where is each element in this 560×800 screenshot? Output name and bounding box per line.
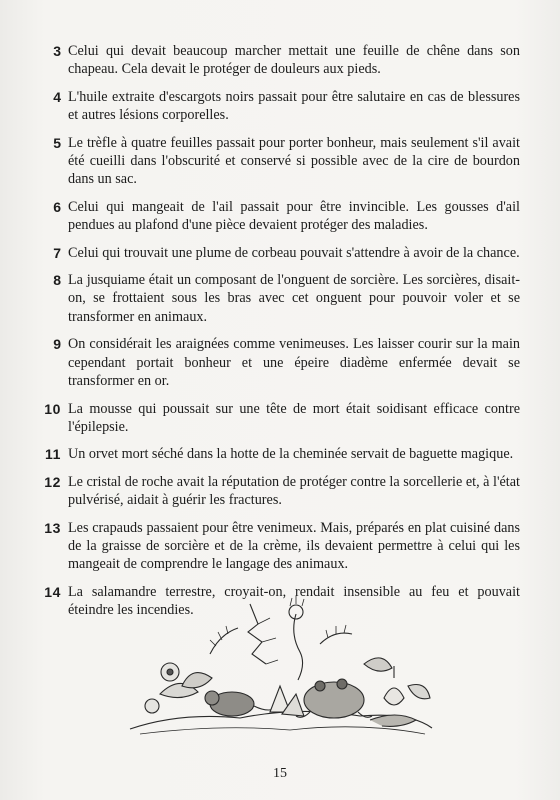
entry-number: 4 bbox=[53, 88, 61, 105]
page-number: 15 bbox=[273, 766, 287, 781]
list-item bbox=[30, 42, 520, 79]
entry-text: Celui qui mangeait de l'ail passait pour être invincible. Les gousses d'ail pendues au plafond d'une pièce devaient protéger des maladies. bbox=[68, 198, 520, 234]
botanical-illustration bbox=[120, 594, 440, 744]
entry-number: 6 bbox=[53, 198, 61, 215]
entry-number: 3 bbox=[53, 43, 61, 59]
entry-number: 11 bbox=[45, 446, 61, 463]
list-item bbox=[30, 88, 520, 125]
list-item bbox=[30, 198, 520, 235]
list-item bbox=[30, 519, 520, 574]
entry-number: 8 bbox=[53, 272, 61, 289]
list-item bbox=[30, 335, 520, 390]
list-item bbox=[30, 244, 520, 262]
entry-text: L'huile extraite d'escargots noirs passait pour être salutaire en cas de blessures et autres lésions corporelles. bbox=[68, 88, 520, 124]
list-item bbox=[30, 473, 520, 510]
list-item bbox=[30, 400, 520, 437]
entry-number: 9 bbox=[53, 336, 61, 353]
entry-text: On considérait les araignées comme venimeuses. Les laisser courir sur la main cependant portait bonheur et une épeire diadème enfermée devait se transformer en or. bbox=[68, 336, 520, 390]
entry-text: Celui qui devait beaucoup marcher mettait une feuille de chêne dans son chapeau. Cela devait le protéger de douleurs aux pieds. bbox=[68, 43, 520, 78]
entry-number: 13 bbox=[44, 519, 61, 536]
entry-number: 7 bbox=[53, 244, 61, 261]
entry-number: 10 bbox=[44, 400, 61, 417]
entry-number: 12 bbox=[44, 473, 61, 490]
entry-number: 5 bbox=[53, 134, 61, 151]
entry-text: Celui qui trouvait une plume de corbeau pouvait s'attendre à avoir de la chance. bbox=[68, 244, 520, 261]
list-item bbox=[30, 134, 520, 189]
entry-text: Le cristal de roche avait la réputation de protéger contre la sorcellerie et, à l'état pulvérisé, aidait à guérir les fractures. bbox=[68, 473, 520, 509]
list-item bbox=[30, 445, 520, 463]
entry-number: 14 bbox=[44, 583, 61, 600]
entry-text: La mousse qui poussait sur une tête de mort était soidisant efficace contre l'épilepsie. bbox=[68, 400, 520, 435]
entry-text: Un orvet mort séché dans la hotte de la cheminée servait de baguette magique. bbox=[68, 446, 514, 463]
entry-text: Les crapauds passaient pour être venimeux. Mais, préparés en plat cuisiné dans de la graisse de sorcière et de la crème, ils devaient permettre à celui qui les mangeait de comprendre le langage des animaux. bbox=[68, 519, 520, 573]
entry-text: Le trèfle à quatre feuilles passait pour porter bonheur, mais seulement s'il avait été cueilli dans l'obscurité et conservé si possible avec de la cire de bourdon dans un sac. bbox=[68, 134, 520, 188]
entry-list bbox=[30, 42, 520, 629]
entry-text: La jusquiame était un composant de l'onguent de sorcière. Les sorcières, disait-on, se frottaient sous les bras avec cet onguent pour pouvoir voler et se transformer en animaux. bbox=[68, 272, 520, 325]
entry-text: La salamandre terrestre, croyait-on, rendait insensible au feu et pouvait éteindre les incendies. bbox=[68, 583, 520, 619]
list-item bbox=[30, 271, 520, 326]
